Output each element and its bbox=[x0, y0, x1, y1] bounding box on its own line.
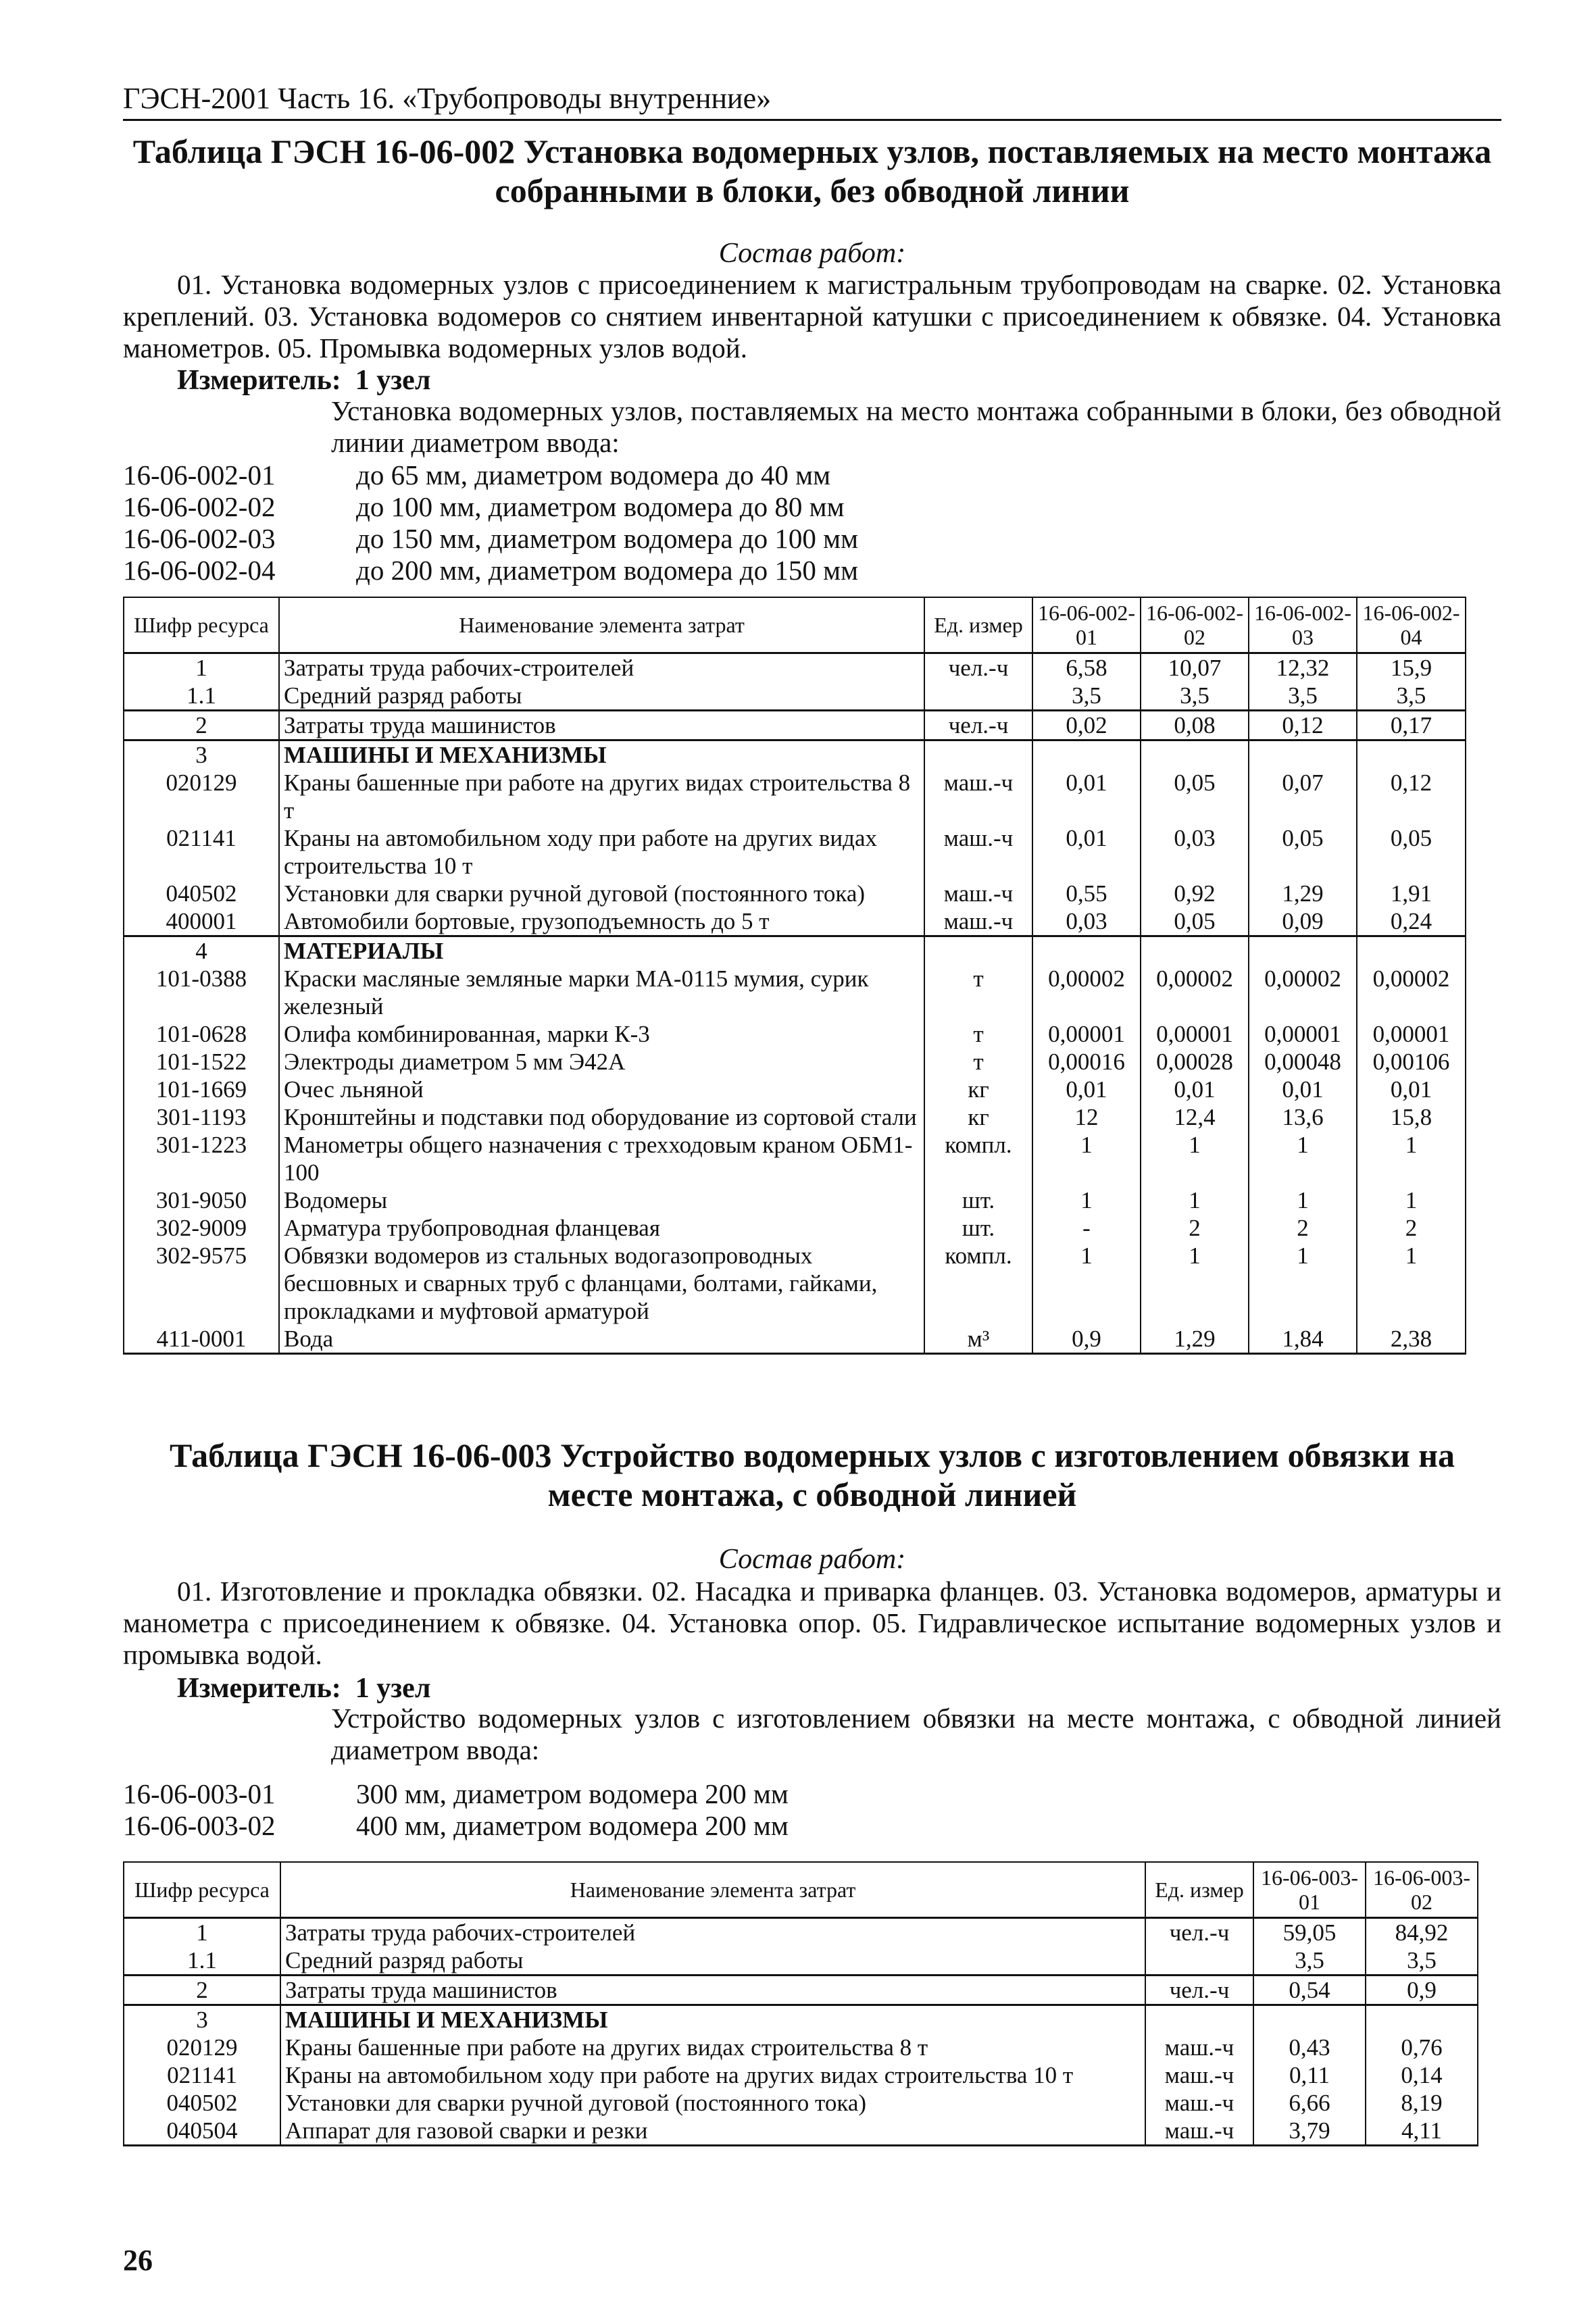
norm-value: 3,5 bbox=[1366, 1946, 1478, 1976]
norm-value: 0,09 bbox=[1249, 907, 1357, 936]
table-row bbox=[124, 1048, 1466, 1076]
resource-code: 301-9050 bbox=[124, 1186, 279, 1214]
norm-value: 15,9 bbox=[1357, 653, 1466, 682]
norm-value: 0,00106 bbox=[1357, 1048, 1466, 1076]
norm-value: 3,79 bbox=[1253, 2117, 1366, 2146]
cost-element-name: Очес льняной bbox=[279, 1076, 924, 1103]
norm-value: 0,05 bbox=[1357, 824, 1466, 880]
table2-description: Устройство водомерных узлов с изготовлением обвязки на месте монтажа, с обводной линией диаметром ввода: bbox=[331, 1703, 1501, 1765]
table-row bbox=[124, 1242, 1466, 1325]
norm-value: 4,11 bbox=[1366, 2117, 1478, 2146]
norm-value: 8,19 bbox=[1366, 2089, 1478, 2117]
cost-element-name: Затраты труда рабочих-строителей bbox=[280, 1918, 1145, 1947]
norm-value: 1 bbox=[1141, 1131, 1249, 1186]
unit: маш.-ч bbox=[1145, 2089, 1253, 2117]
table-row bbox=[124, 2089, 1478, 2117]
unit: т bbox=[924, 1048, 1032, 1076]
table-row bbox=[124, 2061, 1478, 2089]
unit bbox=[1145, 2005, 1253, 2034]
cost-element-name: Средний разряд работы bbox=[279, 682, 924, 711]
norm-code-line bbox=[123, 555, 858, 586]
norm-value: 0,76 bbox=[1366, 2034, 1478, 2061]
norm-code: 16-06-002-04 bbox=[123, 555, 276, 586]
section-heading: МАШИНЫ И МЕХАНИЗМЫ bbox=[280, 2005, 1145, 2034]
page-number: 26 bbox=[123, 2244, 153, 2277]
norm-value: 1 bbox=[1032, 1131, 1141, 1186]
unit: т bbox=[924, 965, 1032, 1020]
resource-code: 040502 bbox=[124, 880, 279, 907]
norm-value: 0,00048 bbox=[1249, 1048, 1357, 1076]
resource-code: 1 bbox=[124, 1918, 280, 1947]
norm-value: 1 bbox=[1357, 1242, 1466, 1325]
unit bbox=[924, 936, 1032, 965]
table-row bbox=[124, 1918, 1478, 1947]
col-norm-header: 16-06-002-03 bbox=[1249, 597, 1357, 653]
unit: чел.-ч bbox=[924, 711, 1032, 740]
cost-element-name: Манометры общего назначения с трехходовым краном ОБМ1-100 bbox=[279, 1131, 924, 1186]
table-row bbox=[124, 1076, 1466, 1103]
cost-element-name: Средний разряд работы bbox=[280, 1946, 1145, 1976]
norm-code-line bbox=[123, 1778, 789, 1810]
table-row bbox=[124, 2005, 1478, 2034]
table1-works: 01. Установка водомерных узлов с присоединением к магистральным трубопроводам на сварке. 02. Установка креплений. 03. Установка водомеров со снятием инвентарной катушки с присоединением к обвязке. 04. Установка манометров. 05. Промывка водомерных узлов водой. bbox=[123, 269, 1501, 363]
norm-value: 1,91 bbox=[1357, 880, 1466, 907]
resource-code: 020129 bbox=[124, 2034, 280, 2061]
norm-code-line bbox=[123, 1810, 789, 1842]
cost-element-name: Установки для сварки ручной дуговой (постоянного тока) bbox=[280, 2089, 1145, 2117]
unit: компл. bbox=[924, 1131, 1032, 1186]
table-row bbox=[124, 2117, 1478, 2146]
norm-value bbox=[1357, 740, 1466, 770]
norm-code-text: 300 мм, диаметром водомера 200 мм bbox=[356, 1778, 789, 1809]
norm-value: 3,5 bbox=[1141, 682, 1249, 711]
norm-value: 0,05 bbox=[1141, 907, 1249, 936]
table-row bbox=[124, 1946, 1478, 1976]
norm-value: 12,4 bbox=[1141, 1103, 1249, 1131]
norm-value: 1,84 bbox=[1249, 1325, 1357, 1354]
norm-code-text: до 100 мм, диаметром водомера до 80 мм bbox=[356, 491, 845, 522]
table-row bbox=[124, 1131, 1466, 1186]
norm-value: 0,03 bbox=[1032, 907, 1141, 936]
table1-description: Установка водомерных узлов, поставляемых на место монтажа собранными в блоки, без обводной линии диаметром ввода: bbox=[331, 395, 1501, 458]
norm-value bbox=[1032, 740, 1141, 770]
table-row bbox=[124, 1020, 1466, 1048]
resource-code: 101-0388 bbox=[124, 965, 279, 1020]
cost-element-name: Затраты труда машинистов bbox=[279, 711, 924, 740]
resource-code: 400001 bbox=[124, 907, 279, 936]
table1-norms bbox=[123, 597, 1466, 1355]
table2-measure-line bbox=[177, 1671, 430, 1705]
table-row bbox=[124, 653, 1466, 682]
norm-value: 0,92 bbox=[1141, 880, 1249, 907]
table1-measure: 1 узел bbox=[355, 365, 431, 396]
table-row bbox=[124, 880, 1466, 907]
norm-value: 10,07 bbox=[1141, 653, 1249, 682]
norm-value: 3,5 bbox=[1357, 682, 1466, 711]
norm-value: 13,6 bbox=[1249, 1103, 1357, 1131]
table-row bbox=[124, 711, 1466, 740]
norm-value: 1 bbox=[1249, 1131, 1357, 1186]
cost-element-name: Краны башенные при работе на других видах строительства 8 т bbox=[279, 769, 924, 824]
resource-code: 411-0001 bbox=[124, 1325, 279, 1354]
unit: маш.-ч bbox=[924, 880, 1032, 907]
norm-value: 0,08 bbox=[1141, 711, 1249, 740]
resource-code: 101-1522 bbox=[124, 1048, 279, 1076]
norm-value: 59,05 bbox=[1253, 1918, 1366, 1947]
col-name-header: Наименование элемента затрат bbox=[279, 597, 924, 653]
norm-value bbox=[1366, 2005, 1478, 2034]
norm-value: 0,54 bbox=[1253, 1976, 1366, 2005]
norm-value: 0,03 bbox=[1141, 824, 1249, 880]
norm-value: 0,01 bbox=[1032, 769, 1141, 824]
resource-code: 1.1 bbox=[124, 682, 279, 711]
section-heading: МАТЕРИАЛЫ bbox=[279, 936, 924, 965]
norm-value: 0,00002 bbox=[1249, 965, 1357, 1020]
norm-value: 1 bbox=[1357, 1131, 1466, 1186]
cost-element-name: Краны башенные при работе на других видах строительства 8 т bbox=[280, 2034, 1145, 2061]
unit: т bbox=[924, 1020, 1032, 1048]
col-norm-header: 16-06-002-04 bbox=[1357, 597, 1466, 653]
resource-code: 3 bbox=[124, 2005, 280, 2034]
norm-code-text: до 150 мм, диаметром водомера до 100 мм bbox=[356, 523, 859, 554]
cost-element-name: Аппарат для газовой сварки и резки bbox=[280, 2117, 1145, 2146]
resource-code: 2 bbox=[124, 711, 279, 740]
norm-value: 0,11 bbox=[1253, 2061, 1366, 2089]
norm-value: 12 bbox=[1032, 1103, 1141, 1131]
norm-value: 0,05 bbox=[1141, 769, 1249, 824]
norm-value: 2,38 bbox=[1357, 1325, 1466, 1354]
resource-code: 040502 bbox=[124, 2089, 280, 2117]
norm-value: 1 bbox=[1032, 1186, 1141, 1214]
norm-code-text: до 65 мм, диаметром водомера до 40 мм bbox=[356, 459, 831, 491]
norm-value: 0,00001 bbox=[1032, 1020, 1141, 1048]
col-norm-header: 16-06-002-01 bbox=[1032, 597, 1141, 653]
col-name-header: Наименование элемента затрат bbox=[280, 1862, 1145, 1918]
norm-code-text: 400 мм, диаметром водомера 200 мм bbox=[356, 1810, 789, 1841]
table-row bbox=[124, 965, 1466, 1020]
table-row bbox=[124, 1976, 1478, 2005]
col-norm-header: 16-06-002-02 bbox=[1141, 597, 1249, 653]
norm-value bbox=[1249, 936, 1357, 965]
norm-value: 84,92 bbox=[1366, 1918, 1478, 1947]
norm-value: 0,00028 bbox=[1141, 1048, 1249, 1076]
norm-value: 0,24 bbox=[1357, 907, 1466, 936]
norm-value: 0,02 bbox=[1032, 711, 1141, 740]
unit: маш.-ч bbox=[924, 769, 1032, 824]
norm-value: 0,9 bbox=[1366, 1976, 1478, 2005]
cost-element-name: Затраты труда машинистов bbox=[280, 1976, 1145, 2005]
resource-code: 302-9575 bbox=[124, 1242, 279, 1325]
table-row bbox=[124, 824, 1466, 880]
norm-code: 16-06-002-02 bbox=[123, 491, 276, 522]
unit: маш.-ч bbox=[1145, 2061, 1253, 2089]
unit: маш.-ч bbox=[924, 824, 1032, 880]
norm-value: 0,55 bbox=[1032, 880, 1141, 907]
norm-code-line bbox=[123, 523, 858, 555]
cost-element-name: Вода bbox=[279, 1325, 924, 1354]
resource-code: 1.1 bbox=[124, 1946, 280, 1976]
resource-code: 301-1223 bbox=[124, 1131, 279, 1186]
table-row bbox=[124, 1214, 1466, 1242]
table2-measure: 1 узел bbox=[355, 1673, 431, 1704]
cost-element-name: Обвязки водомеров из стальных водогазопроводных бесшовных и сварных труб с фланцами, болтами, гайками, прокладками и муфтовой арматурой bbox=[279, 1242, 924, 1325]
resource-code: 301-1193 bbox=[124, 1103, 279, 1131]
resource-code: 021141 bbox=[124, 824, 279, 880]
resource-code: 302-9009 bbox=[124, 1214, 279, 1242]
cost-element-name: Краны на автомобильном ходу при работе на других видах строительства 10 т bbox=[280, 2061, 1145, 2089]
norm-value bbox=[1141, 740, 1249, 770]
norm-value: 1,29 bbox=[1249, 880, 1357, 907]
cost-element-name: Олифа комбинированная, марки К-3 bbox=[279, 1020, 924, 1048]
table-row bbox=[124, 682, 1466, 711]
unit bbox=[924, 682, 1032, 711]
table-row bbox=[124, 740, 1466, 770]
norm-value bbox=[1357, 936, 1466, 965]
table-row bbox=[124, 907, 1466, 936]
cost-element-name: Водомеры bbox=[279, 1186, 924, 1214]
cost-element-name: Автомобили бортовые, грузоподъемность до 5 т bbox=[279, 907, 924, 936]
resource-code: 2 bbox=[124, 1976, 280, 2005]
norm-value: 0,01 bbox=[1249, 1076, 1357, 1103]
table1-measure-line bbox=[177, 363, 430, 397]
norm-value: 0,07 bbox=[1249, 769, 1357, 824]
norm-value: 0,17 bbox=[1357, 711, 1466, 740]
running-head: ГЭСН-2001 Часть 16. «Трубопроводы внутренние» bbox=[123, 80, 1501, 121]
norm-value: 2 bbox=[1141, 1214, 1249, 1242]
norm-value: 15,8 bbox=[1357, 1103, 1466, 1131]
norm-value: 0,14 bbox=[1366, 2061, 1478, 2089]
table-row bbox=[124, 2034, 1478, 2061]
cost-element-name: Электроды диаметром 5 мм Э42А bbox=[279, 1048, 924, 1076]
norm-value: 0,05 bbox=[1249, 824, 1357, 880]
cost-element-name: Краны на автомобильном ходу при работе на других видах строительства 10 т bbox=[279, 824, 924, 880]
cost-element-name: Краски масляные земляные марки МА-0115 мумия, сурик железный bbox=[279, 965, 924, 1020]
unit bbox=[1145, 1946, 1253, 1976]
norm-value: 3,5 bbox=[1249, 682, 1357, 711]
norm-value: 3,5 bbox=[1032, 682, 1141, 711]
unit: чел.-ч bbox=[1145, 1918, 1253, 1947]
norm-value: 1,29 bbox=[1141, 1325, 1249, 1354]
norm-value: 6,58 bbox=[1032, 653, 1141, 682]
resource-code: 4 bbox=[124, 936, 279, 965]
norm-code: 16-06-003-02 bbox=[123, 1810, 276, 1841]
table-row bbox=[124, 1186, 1466, 1214]
norm-value bbox=[1141, 936, 1249, 965]
norm-value: 0,01 bbox=[1357, 1076, 1466, 1103]
norm-value: 0,00002 bbox=[1032, 965, 1141, 1020]
norm-value: 0,01 bbox=[1032, 824, 1141, 880]
col-norm-header: 16-06-003-02 bbox=[1366, 1862, 1478, 1918]
resource-code: 020129 bbox=[124, 769, 279, 824]
norm-value: 0,12 bbox=[1249, 711, 1357, 740]
section-heading: МАШИНЫ И МЕХАНИЗМЫ bbox=[279, 740, 924, 770]
norm-code: 16-06-002-03 bbox=[123, 523, 276, 554]
unit: чел.-ч bbox=[924, 653, 1032, 682]
norm-value: 1 bbox=[1032, 1242, 1141, 1325]
cost-element-name: Установки для сварки ручной дуговой (постоянного тока) bbox=[279, 880, 924, 907]
unit: маш.-ч bbox=[1145, 2034, 1253, 2061]
norm-value: 1 bbox=[1357, 1186, 1466, 1214]
resource-code: 3 bbox=[124, 740, 279, 770]
norm-value: 0,01 bbox=[1141, 1076, 1249, 1103]
table1-sostav-label: Состав работ: bbox=[718, 238, 906, 269]
norm-code-line bbox=[123, 491, 845, 523]
norm-value: 0,00016 bbox=[1032, 1048, 1141, 1076]
table2-sostav-label: Состав работ: bbox=[718, 1544, 906, 1575]
table-row bbox=[124, 769, 1466, 824]
table1-title: Таблица ГЭСН 16-06-002 Установка водомерных узлов, поставляемых на место монтажа собранными в блоки, без обводной линии bbox=[132, 132, 1492, 209]
norm-value: 0,12 bbox=[1357, 769, 1466, 824]
norm-value: 6,66 bbox=[1253, 2089, 1366, 2117]
unit: шт. bbox=[924, 1186, 1032, 1214]
norm-value: 3,5 bbox=[1253, 1946, 1366, 1976]
col-code-header: Шифр ресурса bbox=[124, 1862, 280, 1918]
unit: маш.-ч bbox=[924, 907, 1032, 936]
norm-value: 0,00001 bbox=[1141, 1020, 1249, 1048]
norm-value: 1 bbox=[1249, 1242, 1357, 1325]
unit: маш.-ч bbox=[1145, 2117, 1253, 2146]
norm-code: 16-06-002-01 bbox=[123, 459, 276, 491]
unit: кг bbox=[924, 1076, 1032, 1103]
norm-value: 1 bbox=[1141, 1186, 1249, 1214]
unit: м³ bbox=[924, 1325, 1032, 1354]
col-unit-header: Ед. измер bbox=[1145, 1862, 1253, 1918]
norm-value: 0,43 bbox=[1253, 2034, 1366, 2061]
norm-value: 12,32 bbox=[1249, 653, 1357, 682]
unit bbox=[924, 740, 1032, 770]
table-row bbox=[124, 1103, 1466, 1131]
table2-title: Таблица ГЭСН 16-06-003 Устройство водомерных узлов с изготовлением обвязки на месте монтажа, с обводной линией bbox=[169, 1436, 1455, 1513]
resource-code: 101-1669 bbox=[124, 1076, 279, 1103]
table-row bbox=[124, 1325, 1466, 1354]
unit: чел.-ч bbox=[1145, 1976, 1253, 2005]
norm-value: 0,00002 bbox=[1357, 965, 1466, 1020]
norm-value: 2 bbox=[1357, 1214, 1466, 1242]
norm-value: 0,00001 bbox=[1357, 1020, 1466, 1048]
norm-value: 0,00001 bbox=[1249, 1020, 1357, 1048]
table-row bbox=[124, 936, 1466, 965]
norm-code-line bbox=[123, 459, 830, 491]
izmeritel-label: Измеритель: bbox=[177, 1673, 341, 1704]
col-norm-header: 16-06-003-01 bbox=[1253, 1862, 1366, 1918]
norm-value bbox=[1253, 2005, 1366, 2034]
norm-value: 0,9 bbox=[1032, 1325, 1141, 1354]
col-unit-header: Ед. измер bbox=[924, 597, 1032, 653]
table2-works: 01. Изготовление и прокладка обвязки. 02. Насадка и приварка фланцев. 03. Установка водомеров, арматуры и манометра с присоединением к обвязке. 04. Установка опор. 05. Гидравлическое испытание водомерных узлов и промывка водой. bbox=[123, 1576, 1501, 1670]
norm-value: 0,01 bbox=[1032, 1076, 1141, 1103]
resource-code: 1 bbox=[124, 653, 279, 682]
resource-code: 101-0628 bbox=[124, 1020, 279, 1048]
norm-value bbox=[1032, 936, 1141, 965]
unit: кг bbox=[924, 1103, 1032, 1131]
cost-element-name: Арматура трубопроводная фланцевая bbox=[279, 1214, 924, 1242]
resource-code: 040504 bbox=[124, 2117, 280, 2146]
izmeritel-label: Измеритель: bbox=[177, 365, 341, 396]
norm-code: 16-06-003-01 bbox=[123, 1778, 276, 1809]
norm-value: 2 bbox=[1249, 1214, 1357, 1242]
cost-element-name: Затраты труда рабочих-строителей bbox=[279, 653, 924, 682]
table2-norms bbox=[123, 1861, 1478, 2146]
resource-code: 021141 bbox=[124, 2061, 280, 2089]
norm-value: 1 bbox=[1141, 1242, 1249, 1325]
unit: шт. bbox=[924, 1214, 1032, 1242]
norm-value: 1 bbox=[1249, 1186, 1357, 1214]
norm-value: - bbox=[1032, 1214, 1141, 1242]
unit: компл. bbox=[924, 1242, 1032, 1325]
norm-value: 0,00002 bbox=[1141, 965, 1249, 1020]
cost-element-name: Кронштейны и подставки под оборудование из сортовой стали bbox=[279, 1103, 924, 1131]
norm-code-text: до 200 мм, диаметром водомера до 150 мм bbox=[356, 555, 859, 586]
norm-value bbox=[1249, 740, 1357, 770]
col-code-header: Шифр ресурса bbox=[124, 597, 279, 653]
